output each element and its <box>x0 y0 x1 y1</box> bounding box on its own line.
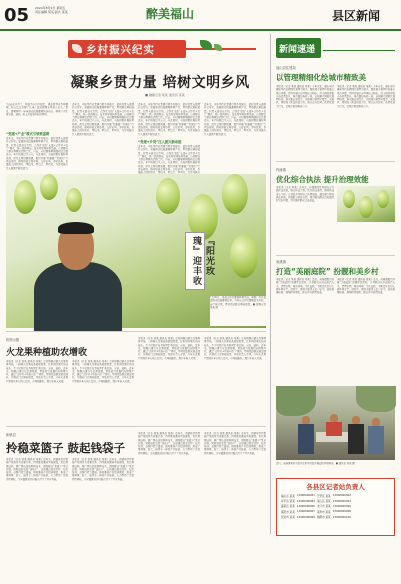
lower-headline: 火龙果种植助农增收 <box>6 348 88 358</box>
lower-kicker: 新镇县 <box>6 433 16 437</box>
grape-cluster <box>222 174 248 214</box>
contact-name: 莱阳市 某某 <box>281 510 295 514</box>
sidebar-body: 本报讯（记者 某某）近年来，梓潼镇深化基层综合行政执法改革，整合执法力量，优化执法流程，推动执法重心下移，有效提升基层社会治理效能。通过建立联动执法机制，开展联合执法行动，集中整治群众反映强烈的突出问题，切实维护群众合法权益。 <box>276 186 334 203</box>
contact-name: 莱州市 某某 <box>316 510 331 514</box>
issue-date: 2024年8月9日 星期五 责任编辑 某某 版式 某某 <box>35 6 68 15</box>
masthead-logo: 醉美福山 <box>146 7 195 21</box>
contact-panel <box>276 478 395 536</box>
contact-phone: 13900000002 <box>332 494 351 498</box>
news-logo-text: 新闻速递 <box>279 45 316 55</box>
contact-phone: 13900000004 <box>332 499 351 503</box>
logo-rule <box>323 50 395 51</box>
farmer-hair <box>58 222 94 234</box>
contact-phone: 13900000001 <box>296 494 315 498</box>
lower-body: 本报讯（记者 某某 通讯员 某某）近年来，新镇县坚持把稳产保供作为重要任务，持续推进蔬菜基地建设，优化种植结构，推广绿色高效种植技术，保障群众“菜篮子”量足价稳，同时鼓起农民“钱袋子”。该县通过政策扶持、技术培训、品牌打造等措施，推动蔬菜产业提质增效，形成了集种植、加工、销售于一体的产业链条，有力带动了农民持续增收，为全面推进乡村振兴打下了坚实基础。 <box>72 458 134 481</box>
sidebar-body: 本报讯（记者 某某 通讯员 某某）今年以来，福山县住建局坚持以精细化管理为抓手，聚焦城市管理中的难点堵点问题，持续开展市容环境综合整治，深入推进背街小巷改造提升，城市面貌焕然一新。该局建立网格化管理机制，落实路长制责任，实现城市管理全覆盖、无盾区。同时加大执法检查力度，规范店外经营、乱停乱放等行为，让城市更加整洁有序。 <box>337 85 395 108</box>
sidebar-body: 本报讯（记者 某某 通讯员 某某）今年以来，福山县住建局坚持以精细化管理为抓手，聚焦城市管理中的难点堵点问题，持续开展市容环境综合整治，深入推进背街小巷改造提升，城市面貌焕然一新。该局建立网格化管理机制，落实路长制责任，实现城市管理全覆盖、无盾区。同时加大执法检查力度，规范店外经营、乱停乱放等行为，让城市更加整洁有序。 <box>276 85 334 108</box>
sidebar-photo-caption: 近日，南溪镇某村干部正在指导村民开展庭院环境整治。■ 通讯员 某某 摄 <box>276 462 355 465</box>
feature-banner-label: 乡村振兴纪实 <box>86 44 155 56</box>
news-logo <box>276 38 321 58</box>
feature-subhead: “党建+产业”模式引领致富路 <box>6 132 50 136</box>
page-header <box>0 0 401 34</box>
feature-body-col2: 近年来，当地坚持以党建引领乡村振兴，依托村党支部领办合作社，发展阳光玫瑰葡萄种植产业，带动群众增收致富。村党支部书记介绍，合作社采取“支部+合作社+农户”模式，统一提供种苗、技术指导和销售渠道，有效解决了群众种植的后顾之忧。目前，全村葡萄种植面积已达数百亩，年产值超过千万元。与此同时，当地积极开展移风易俗，深化文明村镇创建，组织开展“好婆婆”“好媳妇”等评选活动，推动形成文明乡风、良好家风、淳朴民风。乡贤能人回乡创业，带技术、带资金、带项目，为乡村振兴注入源源不断的活力。 <box>72 103 134 136</box>
contact-phone: 13900000007 <box>296 510 315 514</box>
feature-body-col3: 近年来，当地坚持以党建引领乡村振兴，依托村党支部领办合作社，发展阳光玫瑰葡萄种植产业，带动群众增收致富。村党支部书记介绍，合作社采取“支部+合作社+农户”模式，统一提供种苗、技术指导和销售渠道，有效解决了群众种植的后顾之忧。目前，全村葡萄种植面积已达数百亩，年产值超过千万元。与此同时，当地积极开展移风易俗，深化文明村镇创建，组织开展“好婆婆”“好媳妇”等评选活动，推动形成文明乡风、良好家风、淳朴民风。乡贤能人回乡创业，带技术、带资金、带项目，为乡村振兴注入源源不断的活力。 <box>138 103 200 136</box>
feature-title: 凝聚乡贯力量 培树文明乡风 <box>70 75 250 91</box>
lower-body: 本报讯（记者 某某 通讯员 某某）近年来，新镇县坚持把稳产保供作为重要任务，持续推进蔬菜基地建设，优化种植结构，推广绿色高效种植技术，保障群众“菜篮子”量足价稳，同时鼓起农民“钱袋子”。该县通过政策扶持、技术培训、品牌打造等措施，推动蔬菜产业提质增效，形成了集种植、加工、销售于一体的产业链条，有力带动了农民持续增收，为全面推进乡村振兴打下了坚实基础。 <box>204 432 266 455</box>
contact-name: 龙口市 某某 <box>316 505 331 509</box>
lower-body: 本报讯（记者 某某 通讯员 某某）走进梧桐山镇火龙果种植基地，一排排火龙果枝条郁郁葱葱，红彤彤的果实挂满枝头，不少村民正在基地里忙着采摘、分拣、装箱。近年来，梧桐山镇立足资源禀赋，因地制宜发展特色种植产业，通过“合作社+基地+农户”模式，带动周边群众就近就业，实现家门口增收致富。基地负责人介绍，今年火龙果产量较往年有较大提升，市场销路好，预计年收入可观。 <box>72 360 134 383</box>
sidebar-body: 本报讯（记者 某某 通讯员 某某）近日，南溪镇组织开展“美丽庭院”创建评比活动，引导群众从房前屋后入手，清理杂物、整治环境、美化庭院，不断提升农村人居环境水平。活动中，镇村干部深入农户家中，宣传创建标准，现场指导帮助，群众参与热情高涨。 <box>276 278 334 295</box>
contact-name: 招远市 某某 <box>281 516 295 520</box>
grape-cluster <box>359 196 373 218</box>
tree-shape <box>276 386 316 416</box>
leaf-icon <box>72 44 82 53</box>
lower-body: 本报讯（记者 某某 通讯员 某某）近年来，新镇县坚持把稳产保供作为重要任务，持续推进蔬菜基地建设，优化种植结构，推广绿色高效种植技术，保障群众“菜篮子”量足价稳，同时鼓起农民“钱袋子”。该县通过政策扶持、技术培训、品牌打造等措施，推动蔬菜产业提质增效，形成了集种植、加工、销售于一体的产业链条，有力带动了农民持续增收，为全面推进乡村振兴打下了坚实基础。 <box>6 458 68 481</box>
contact-name: 莱山区 某某 <box>316 500 331 504</box>
person-figure <box>348 424 364 454</box>
lower-body: 本报讯（记者 某某 通讯员 某某）近年来，新镇县坚持把稳产保供作为重要任务，持续推进蔬菜基地建设，优化种植结构，推广绿色高效种植技术，保障群众“菜篮子”量足价稳，同时鼓起农民“钱袋子”。该县通过政策扶持、技术培训、品牌打造等措施，推动蔬菜产业提质增效，形成了集种植、加工、销售于一体的产业链条，有力带动了农民持续增收，为全面推进乡村振兴打下了坚实基础。 <box>138 432 200 455</box>
lower-body: 本报讯（记者 某某 通讯员 某某）走进梧桐山镇火龙果种植基地，一排排火龙果枝条郁郁葱葱，红彤彤的果实挂满枝头，不少村民正在基地里忙着采摘、分拣、装箱。近年来，梧桐山镇立足资源禀赋，因地制宜发展特色种植产业，通过“合作社+基地+农户”模式，带动周边群众就近就业，实现家门口增收致富。基地负责人介绍，今年火龙果产量较往年有较大提升，市场销路好，预计年收入可观。 <box>6 360 68 383</box>
person-figure <box>298 424 314 454</box>
section-rule <box>6 426 266 427</box>
contact-phone: 13900000009 <box>296 515 315 519</box>
contact-phone: 13900000010 <box>332 515 351 519</box>
sidebar-divider <box>270 34 271 534</box>
sidebar-kicker: 福山县住建局 <box>276 66 296 70</box>
page-number: 05 <box>4 5 30 26</box>
contact-phone: 13900000006 <box>332 504 351 508</box>
sidebar-rule <box>276 255 395 256</box>
feature-subhead: “党建+乡贤”注入振兴新动能 <box>138 140 182 144</box>
contact-phone: 13900000008 <box>332 510 351 514</box>
photo-title: 『阳光玫瑰』迎丰收 <box>191 236 214 286</box>
lower-body: 本报讯（记者 某某 通讯员 某某）走进梧桐山镇火龙果种植基地，一排排火龙果枝条郁郁葱葱，红彤彤的果实挂满枝头，不少村民正在基地里忙着采摘、分拣、装箱。近年来，梧桐山镇立足资源禀赋，因地制宜发展特色种植产业，通过“合作社+基地+农户”模式，带动周边群众就近就业，实现家门口增收致富。基地负责人介绍，今年火龙果产量较往年有较大提升，市场销路好，预计年收入可观。 <box>204 337 266 360</box>
grape-cluster <box>230 234 258 278</box>
feature-banner <box>68 40 186 58</box>
contact-panel-title: 各县区记者站负责人 <box>306 483 365 491</box>
grape-cluster <box>377 190 389 208</box>
lower-kicker: 梧桐山镇 <box>6 338 20 342</box>
header-rule <box>0 29 401 31</box>
contact-name: 牟平区 某某 <box>281 500 295 504</box>
sidebar-kicker: 梓潼镇 <box>276 168 286 172</box>
contact-name: 芝罘区 某某 <box>316 494 331 498</box>
contact-name: 福山区 某某 <box>281 494 295 498</box>
contact-table <box>280 493 352 520</box>
sidebar-rule <box>276 161 395 162</box>
person-figure <box>326 422 342 436</box>
photo-title-box <box>185 232 214 290</box>
contact-name: 栖霞市 某某 <box>316 516 331 520</box>
contact-name: 蓬莱区 某某 <box>281 505 295 509</box>
contact-phone: 13900000005 <box>296 504 315 508</box>
feature-lead: “以前在外打工，挣钱不多也不稳定，现在回到家乡种葡萄，收入比过去翻了几番，还能照顾家里老人孩子。”夏日，葡萄园里一串串阳光玫瑰葡萄挂满枝头，种植户正忙着采摘、装箱，脸上洋溢着丰收的喜悦。 <box>6 103 68 116</box>
section-rule <box>6 331 266 332</box>
section-title: 县区新闻 <box>332 9 381 23</box>
lower-body: 本报讯（记者 某某 通讯员 某某）走进梧桐山镇火龙果种植基地，一排排火龙果枝条郁郁葱葱，红彤彤的果实挂满枝头，不少村民正在基地里忙着采摘、分拣、装箱。近年来，梧桐山镇立足资源禀赋，因地制宜发展特色种植产业，通过“合作社+基地+农户”模式，带动周边群众就近就业，实现家门口增收致富。基地负责人介绍，今年火龙果产量较往年有较大提升，市场销路好，预计年收入可观。 <box>138 337 200 360</box>
feature-body-col5: 近年来，当地坚持以党建引领乡村振兴，依托村党支部领办合作社，发展阳光玫瑰葡萄种植产业，带动群众增收致富。村党支部书记介绍，合作社采取“支部+合作社+农户”模式，统一提供种苗、技术指导和销售渠道，有效解决了群众种植的后顾之忧。目前，全村葡萄种植面积已达数百亩，年产值超过千万元。与此同时，当地积极开展移风易俗，深化文明村镇创建，组织开展“好婆婆”“好媳妇”等评选活动，推动形成文明乡风、良好家风、淳朴民风。乡贤能人回乡创业，带技术、带资金、带项目，为乡村振兴注入源源不断的活力。 <box>204 103 266 136</box>
sidebar-headline: 优化综合执法 提升治理效能 <box>276 175 369 184</box>
sidebar-headline: 打造“美丽庭院” 扮靓和美乡村 <box>276 267 379 276</box>
grape-cluster <box>14 180 36 214</box>
sidebar-body: 本报讯（记者 某某 通讯员 某某）近日，南溪镇组织开展“美丽庭院”创建评比活动，引导群众从房前屋后入手，清理杂物、整治环境、美化庭院，不断提升农村人居环境水平。活动中，镇村干部深入农户家中，宣传创建标准，现场指导帮助，群众参与热情高涨。 <box>337 278 395 295</box>
feature-photo-caption: 7月30日，某某合作社葡萄种植基地，种植户正在查看阳光玫瑰葡萄长势。今年该合作社葡萄迎来丰收，亩产值可观，带动周边群众增收致富。■ 融媒记者 某某 摄 <box>210 296 266 326</box>
feature-body-col4: 近年来，当地坚持以党建引领乡村振兴，依托村党支部领办合作社，发展阳光玫瑰葡萄种植产业，带动群众增收致富。村党支部书记介绍，合作社采取“支部+合作社+农户”模式，统一提供种苗、技术指导和销售渠道，有效解决了群众种植的后顾之忧。目前，全村葡萄种植面积已达数百亩，年产值超过千万元。与此同时，当地积极开展移风易俗，深化文明村镇创建，组织开展“好婆婆”“好媳妇”等评选活动，推动形成文明乡风、良好家风、淳朴民风。乡贤能人回乡创业，带技术、带资金、带项目，为乡村振兴 <box>138 145 200 175</box>
grape-cluster <box>66 188 82 212</box>
contact-phone: 13900000003 <box>296 499 315 503</box>
feature-byline: ■ 融媒记者 某某 通讯员 某某 <box>145 93 185 97</box>
leaf-decoration-icon <box>214 44 222 51</box>
tree-shape <box>356 386 396 412</box>
sidebar-kicker: 南溪镇 <box>276 260 286 264</box>
feature-body-col1: 近年来，当地坚持以党建引领乡村振兴，依托村党支部领办合作社，发展阳光玫瑰葡萄种植产业，带动群众增收致富。村党支部书记介绍，合作社采取“支部+合作社+农户”模式，统一提供种苗、技术指导和销售渠道，有效解决了群众种植的后顾之忧。目前，全村葡萄种植面积已达数百亩，年产值超过千万元。与此同时，当地积极开展移风易俗，深化文明村镇创建，组织开展“好婆婆”“好媳妇”等评选活动，推动形成文明乡风、良好家风、淳朴民风。乡贤能人回乡创业，带技术、带资金、带项目，为乡村振兴注入源源不断的活力。 <box>6 137 68 170</box>
grape-cluster <box>343 190 355 208</box>
contact-row <box>280 515 352 520</box>
sidebar-headline: 以管理精细化绘城市精致美 <box>276 73 366 82</box>
lower-headline: 拎稳菜篮子 鼓起钱袋子 <box>6 441 126 455</box>
sidebar-community-photo <box>276 386 395 460</box>
sidebar-photo <box>337 186 395 222</box>
grape-cluster <box>40 174 58 200</box>
farmer-figure <box>34 262 122 332</box>
grape-cluster <box>156 178 180 214</box>
person-figure <box>368 426 384 454</box>
